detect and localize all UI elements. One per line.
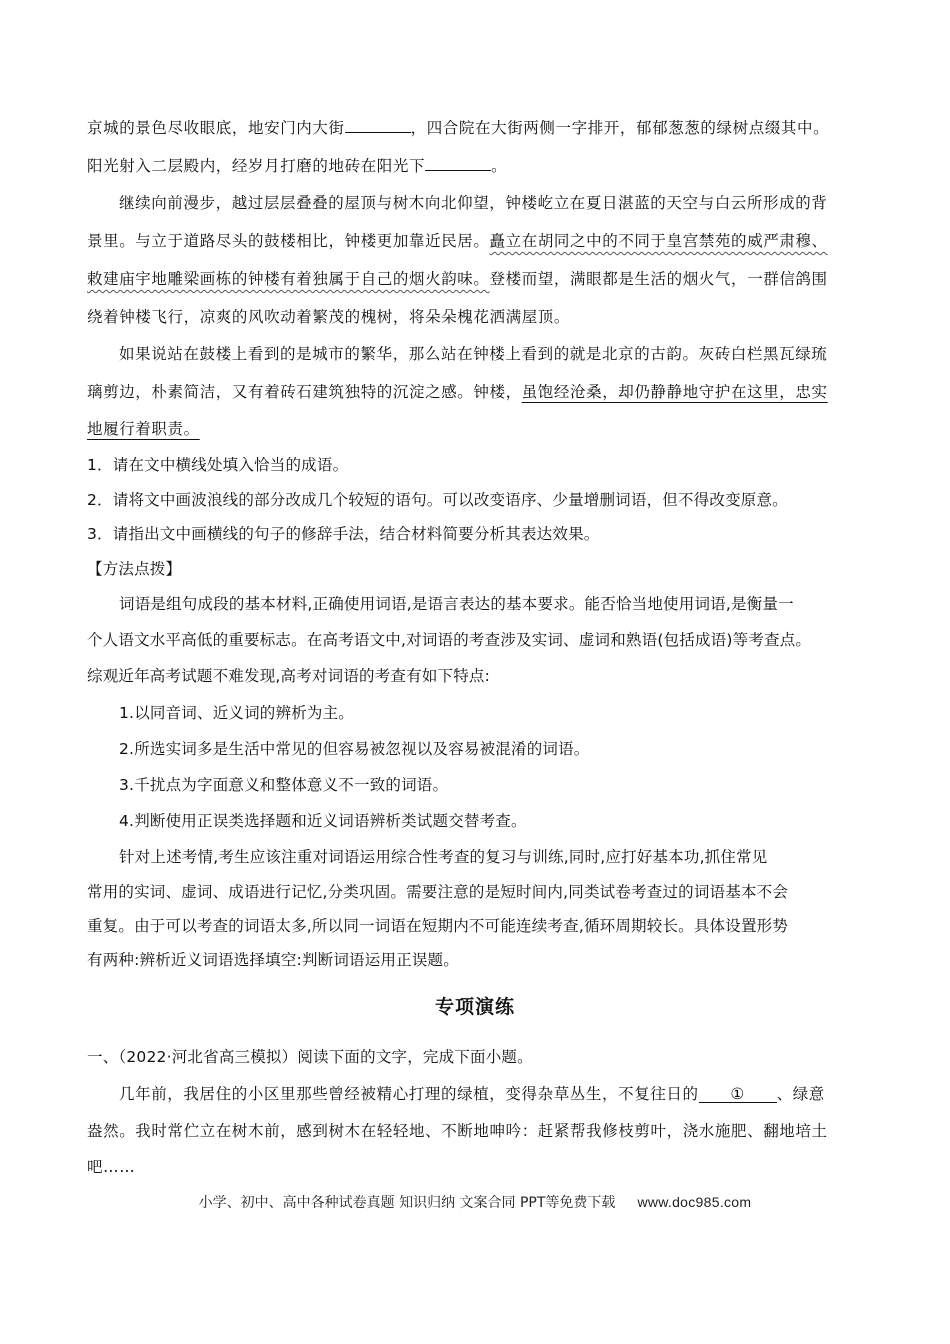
question-item: 3．请指出文中画横线的句子的修辞手法，结合材料简要分析其表达效果。: [87, 525, 600, 543]
underlined-text: 地履行着职责。: [87, 420, 200, 438]
exercise-line: 吧……: [87, 1158, 136, 1176]
method-point: 2.所选实词多是生活中常见的但容易被忽视以及容易被混淆的词语。: [119, 740, 590, 758]
section-title: 专项演练: [434, 996, 515, 1018]
passage-line: 京城的景色尽收眼底，地安门内大街 ，四合院在大街两侧一字排开，郁郁葱葱的绿树点缀其中。: [87, 119, 830, 137]
underlined-text: 虽饱经沧桑，却仍静静地守护在这里，忠实: [521, 383, 828, 401]
question-item: 2．请将文中画波浪线的部分改成几个较短的语句。可以改变语序、少量增删词语，但不得改变原意。: [87, 491, 788, 509]
exercise-line: 盎然。我时常伫立在树木前，感到树木在轻轻地、不断地呻吟：赶紧帮我修枝剪叶，浇水施肥、翻地培土: [87, 1122, 828, 1140]
method-paragraph: 词语是组句成段的基本材料,正确使用词语,是语言表达的基本要求。能否恰当地使用词语,是衡量一: [119, 595, 794, 613]
method-paragraph: 有两种:辨析近义词语选择填空:判断词语运用正误题。: [87, 951, 459, 969]
passage-line: 绕着钟楼飞行，凉爽的风吹动着繁茂的槐树，将朵朵槐花洒满屋顶。: [87, 308, 571, 326]
passage-line: 阳光射入二层殿内，经岁月打磨的地砖在阳光下 。: [87, 157, 508, 175]
fill-blank: [425, 156, 491, 171]
passage-line: 璃剪边，朴素简洁，又有着砖石建筑独特的沉淀之感。钟楼，虽饱经沧桑，却仍静静地守护在这里，忠实: [87, 383, 828, 401]
method-label: 【方法点拨】: [87, 560, 182, 578]
passage-line: [87, 417, 200, 439]
method-paragraph: 个人语文水平高低的重要标志。在高考语文中,对词语的考查涉及实词、虚词和熟语(包括成语)等考查点。: [87, 631, 812, 649]
method-paragraph: 重复。由于可以考查的词语太多,所以同一词语在短期内不可能连续考查,循环周期较长。具体设置形势: [87, 917, 789, 935]
method-point: 4.判断使用正误类选择题和近义词语辨析类试题交替考查。: [119, 812, 527, 830]
footer-text: 小学、初中、高中各种试卷真题 知识归纳 文案合同 PPT等免费下载: [198, 1195, 616, 1211]
fill-blank: [345, 118, 411, 133]
exercise-intro: 一、（2022·河北省高三模拟）阅读下面的文字，完成下面小题。: [87, 1048, 533, 1066]
wavy-underlined-text: 敕建庙宇地雕梁画栋的钟楼有着独属于自己的烟火韵味。: [87, 270, 490, 288]
numbered-blank: ①: [699, 1086, 777, 1103]
passage-line: 继续向前漫步，越过层层叠叠的屋顶与树木向北仰望，钟楼屹立在夏日湛蓝的天空与白云所形成的背: [119, 194, 828, 212]
question-item: 1．请在文中横线处填入恰当的成语。: [87, 456, 349, 474]
method-paragraph: 综观近年高考试题不难发现,高考对词语的考查有如下特点:: [87, 667, 491, 685]
method-point: 1.以同音词、近义词的辨析为主。: [119, 704, 354, 722]
page-footer: [0, 1192, 950, 1212]
passage-line: 如果说站在鼓楼上看到的是城市的繁华，那么站在钟楼上看到的就是北京的古韵。灰砖白栏黑瓦绿琉: [119, 345, 828, 363]
method-paragraph: 针对上述考情,考生应该注重对词语运用综合性考查的复习与训练,同时,应打好基本功,抓住常见: [119, 848, 768, 866]
wavy-underlined-text: 矗立在胡同之中的不同于皇宫禁苑的威严肃穆、: [489, 232, 828, 250]
passage-line: 敕建庙宇地雕梁画栋的钟楼有着独属于自己的烟火韵味。登楼而望，满眼都是生活的烟火气，一群信鸽围: [87, 270, 828, 288]
passage-line: 景里。与立于道路尽头的鼓楼相比，钟楼更加靠近民居。矗立在胡同之中的不同于皇宫禁苑的威严肃穆、: [87, 232, 828, 250]
footer-url: www.doc985.com: [637, 1194, 752, 1210]
method-paragraph: 常用的实词、虚词、成语进行记忆,分类巩固。需要注意的是短时间内,同类试卷考查过的词语基本不会: [87, 883, 789, 901]
method-point: 3.千扰点为字面意义和整体意义不一致的词语。: [119, 776, 449, 794]
exercise-line: 几年前，我居住的小区里那些曾经被精心打理的绿植，变得杂草丛生，不复往日的 ① 、绿意: [119, 1085, 825, 1103]
